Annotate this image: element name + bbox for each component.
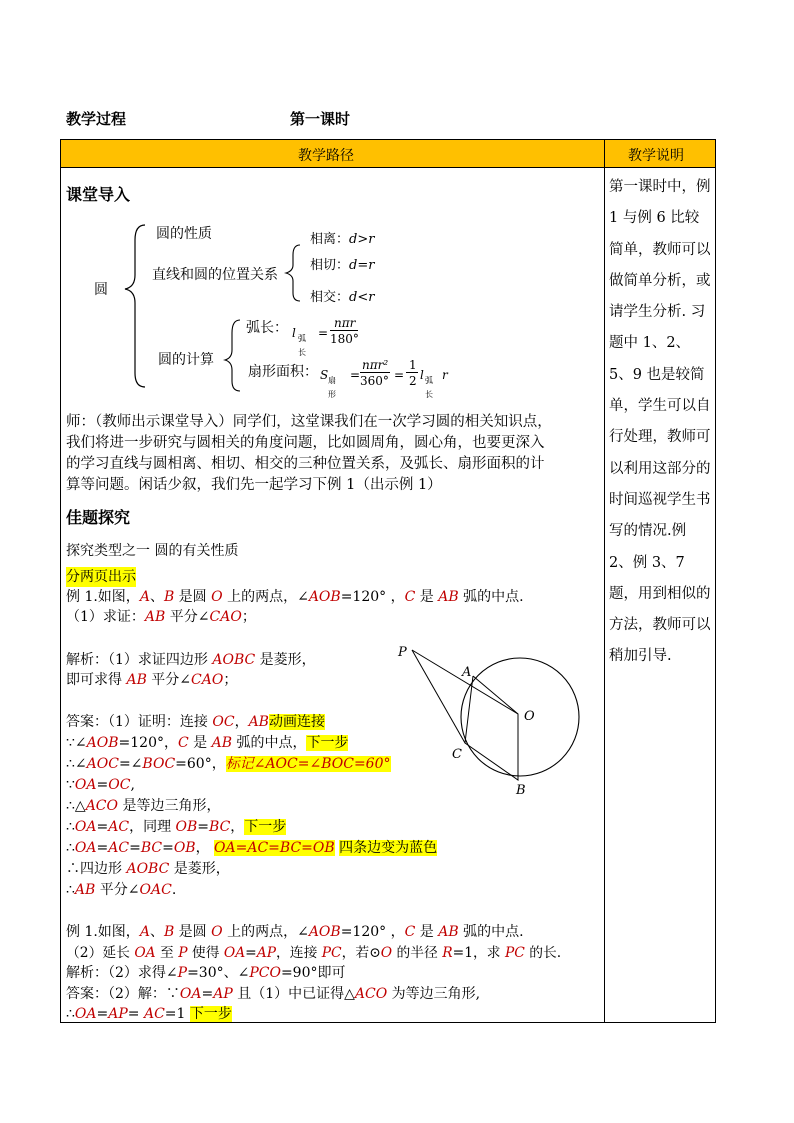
analysis-1b: 即可求得 AB 平分∠CAO； (66, 672, 238, 688)
teacher-line: 的学习直线与圆相离、相切、相交的三种位置关系，及弧长、扇形面积的计 (66, 456, 545, 472)
point-o-label: O (524, 709, 535, 724)
col-header-path: 教学路径 (298, 148, 354, 164)
answer-1-line2: ∵∠AOB=120°，C 是 AB 弧的中点，下一步 (66, 735, 349, 751)
teacher-line: 算等问题。闲话少叙，我们先一起学习下例 1（出示例 1） (66, 477, 442, 493)
teacher-line: 师：（教师出示课堂导入）同学们，这堂课我们在一次学习圆的相关知识点， (66, 414, 552, 430)
example1-statement: 例 1.如图，A、B 是圆 O 上的两点，∠AOB=120° ，C 是 AB 弧的中点. (66, 589, 524, 605)
answer-1-line6: ∴OA=AC，同理 OB=BC，下一步 (66, 819, 287, 835)
point-a-label: A (462, 665, 472, 680)
tag-eq-chain: OA=AC=BC=OB (214, 840, 335, 856)
position-intersect: 相交：d<r (310, 290, 375, 305)
explore-type: 探究类型之一 圆的有关性质 (66, 543, 239, 559)
circle-figure (390, 640, 590, 800)
answer-1-line9: ∴AB 平分∠OAC. (66, 882, 177, 898)
section-intro: 课堂导入 (66, 185, 131, 204)
tag-next: 下一步 (244, 819, 287, 835)
answer-1-line8: ∴四边形 AOBC 是菱形， (66, 861, 230, 877)
question-1: （1）求证：AB 平分∠CAO； (66, 609, 256, 625)
example1-statement-repeat: 例 1.如图，A、B 是圆 O 上的两点，∠AOB=120° ，C 是 AB 弧的中点. (66, 924, 524, 940)
tag-mark: 标记∠AOC=∠BOC=60° (225, 756, 391, 772)
tag-next: 下一步 (306, 735, 349, 751)
analysis-1: 解析：（1）求证四边形 AOBC 是菱形， (66, 652, 316, 668)
mindmap-branch-position: 直线和圆的位置关系 (152, 267, 278, 283)
lesson-title: 第一课时 (290, 110, 351, 128)
process-title: 教学过程 (66, 110, 127, 128)
position-separate: 相离：d>r (310, 232, 375, 247)
answer-1-line7: ∴OA=AC=BC=OB， OA=AC=BC=OB 四条边变为蓝色 (66, 840, 438, 856)
point-p-label: P (398, 645, 407, 660)
sector-area-label: 扇形面积： (248, 364, 318, 380)
analysis-2: 解析：（2）求得∠P=30°、∠PCO=90°即可 (66, 965, 346, 981)
teaching-notes: 第一课时中，例 1 与例 6 比较简单，教师可以做简单分析，或请学生分析. 习题中 1、2、5、9 也是较简单，学生可以自行处理，教师可以利用这部分的时间巡视学生书写的情况.例 2、例 3、7 题，用到相似的方法，教师可以稍加引导. (609, 179, 711, 665)
mindmap-root: 圆 (94, 282, 108, 298)
tag-next: 下一步 (189, 1006, 232, 1022)
answer-1-line1: 答案：（1）证明：连接 OC，AB动画连接 (66, 714, 325, 730)
tag-anim: 动画连接 (268, 714, 325, 730)
answer-2-line2: ∴OA=AP= AC=1 下一步 (66, 1006, 232, 1022)
section-explore: 佳题探究 (66, 508, 131, 527)
answer-1-line5: ∴△ACO 是等边三角形， (66, 798, 221, 814)
col-header-notes: 教学说明 (628, 148, 684, 164)
answer-2-line1: 答案：（2）解：∵OA=AP 且（1）中已证得△ACO 为等边三角形, (66, 986, 481, 1002)
tag-two-pages: 分两页出示 (66, 569, 136, 585)
answer-1-line3: ∴∠AOC=∠BOC=60°，标记∠AOC=∠BOC=60° (66, 756, 391, 772)
position-tangent: 相切：d=r (310, 258, 375, 273)
question-2: （2）延长 OA 至 P 使得 OA=AP，连接 PC，若⊙O 的半径 R=1，求 PC 的长. (66, 945, 562, 961)
point-c-label: C (452, 747, 462, 762)
tag-four-blue: 四条边变为蓝色 (339, 840, 438, 856)
mindmap-branch-calc: 圆的计算 (158, 352, 214, 368)
mindmap-branch-properties: 圆的性质 (156, 226, 212, 242)
point-b-label: B (516, 783, 526, 798)
teacher-line: 我们将进一步研究与圆相关的角度问题，比如圆周角，圆心角，也要更深入 (66, 435, 545, 451)
teacher-intro-paragraph (66, 412, 552, 496)
arc-length-label: 弧长： (246, 320, 288, 336)
answer-1-line4: ∵OA=OC, (66, 777, 135, 793)
